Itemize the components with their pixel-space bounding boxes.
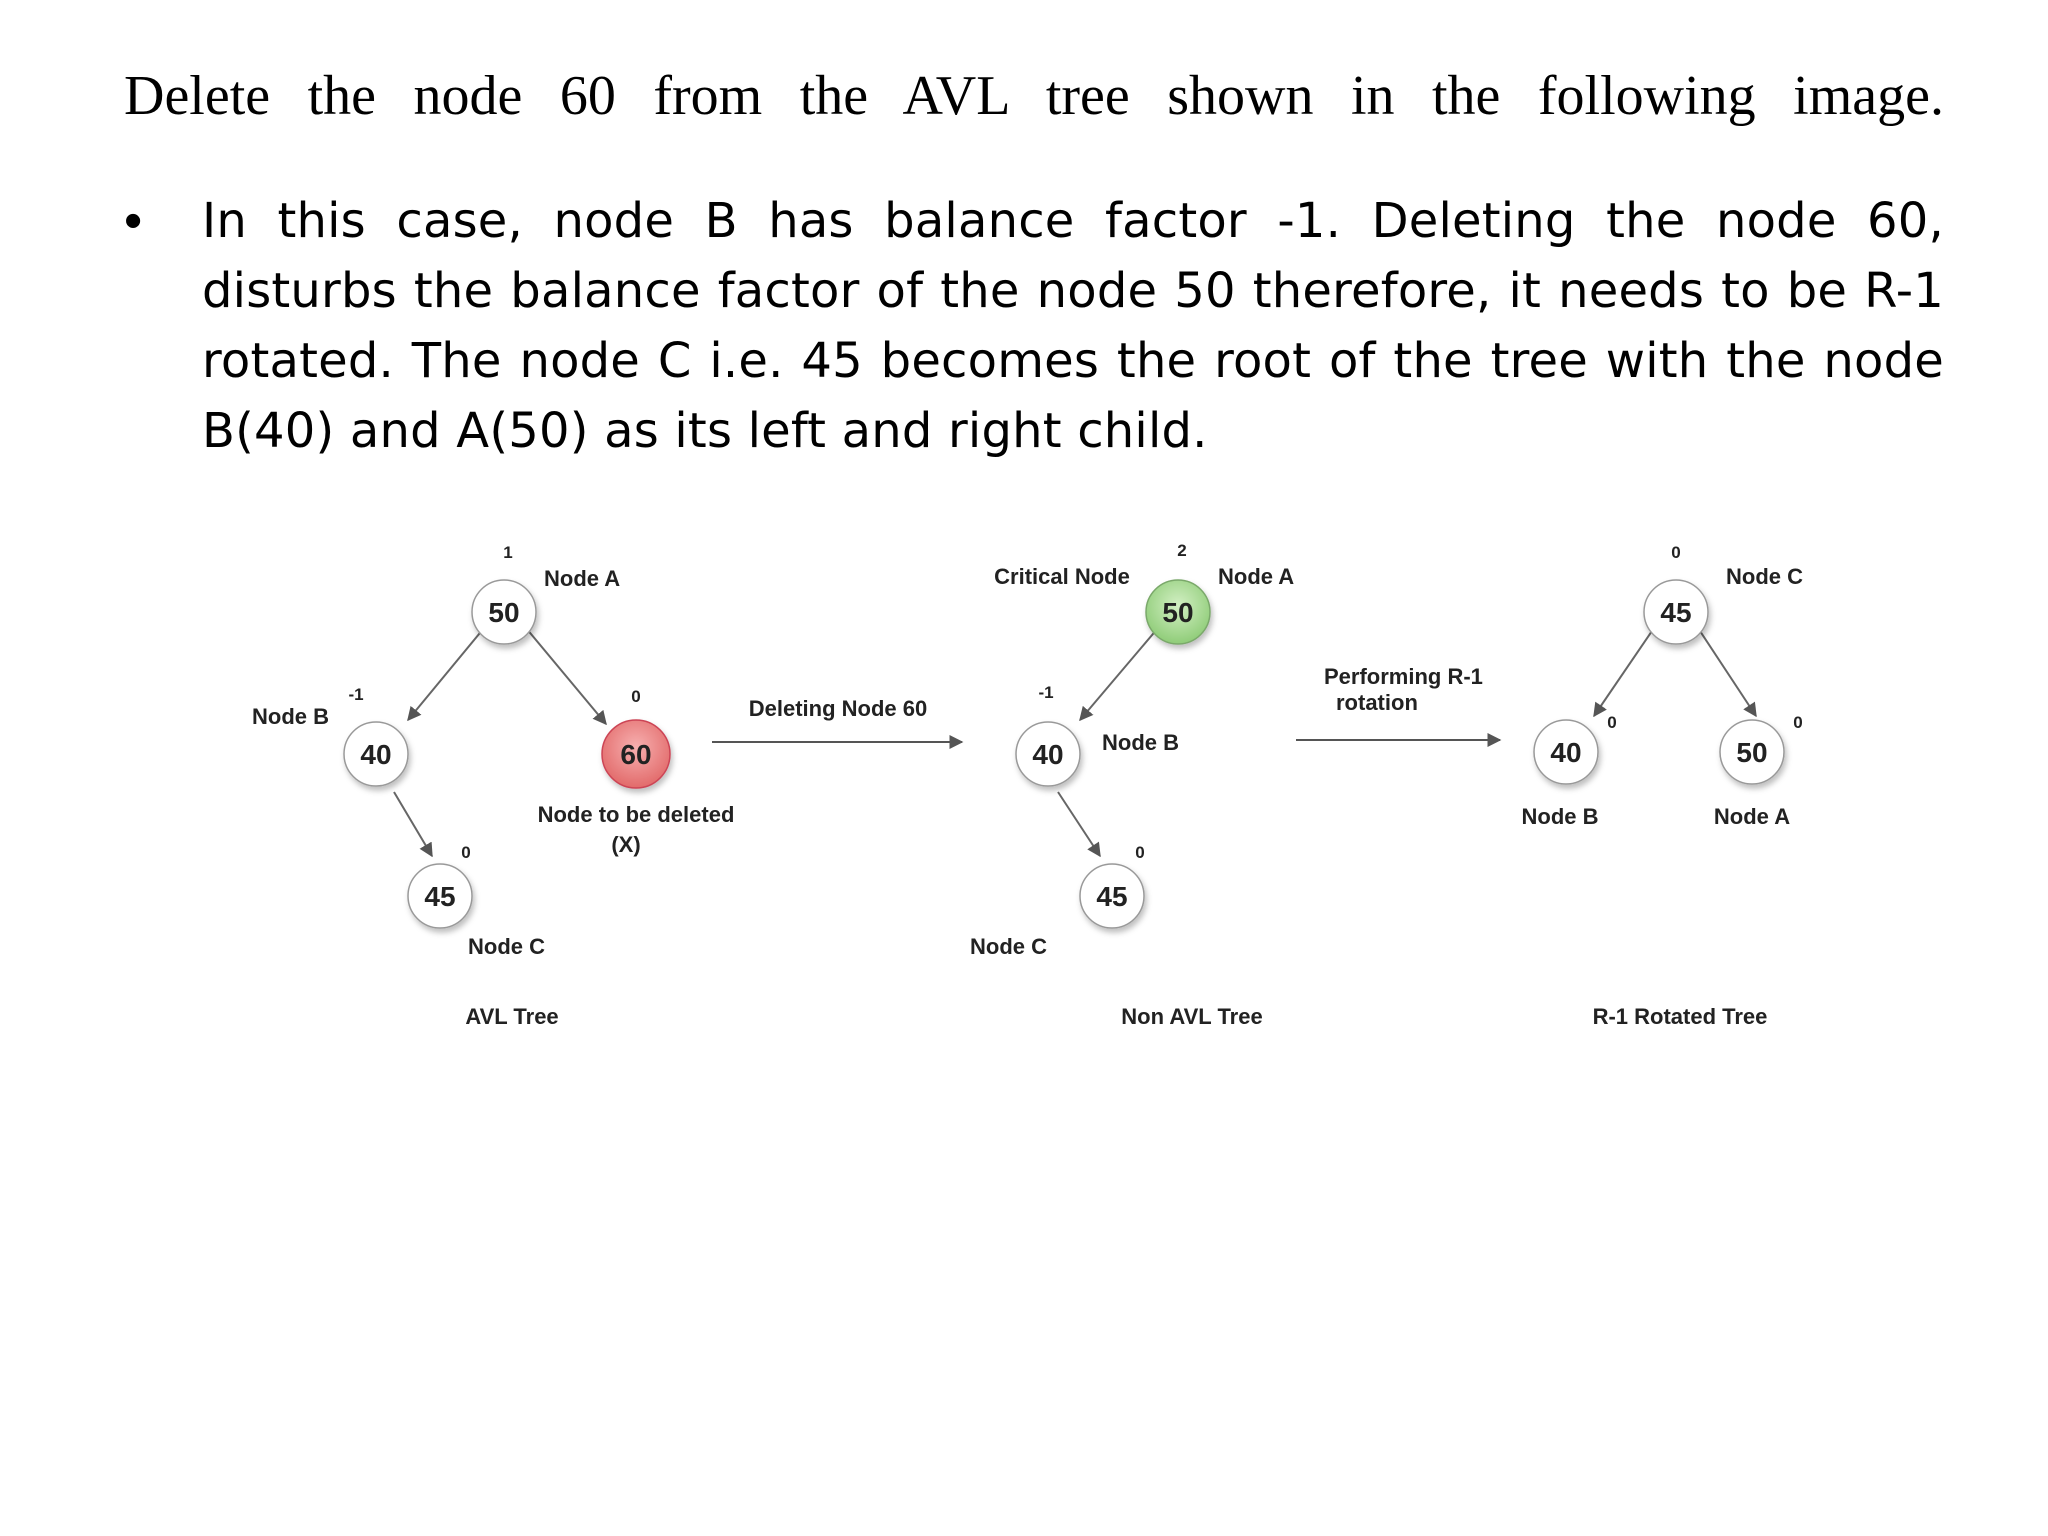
tree3-node-40-value: 40	[1550, 737, 1582, 768]
bullet-dot-icon: •	[124, 192, 143, 250]
tree3-caption: R-1 Rotated Tree	[1592, 1004, 1768, 1029]
tree1-label-node-a: Node A	[544, 566, 621, 591]
tree2-node-40-value: 40	[1032, 739, 1064, 770]
tree1-bf-40: -1	[348, 685, 364, 704]
edge2-40-45	[1058, 792, 1100, 856]
tree1-node-45-value: 45	[424, 881, 456, 912]
tree2-label-node-b: Node B	[1102, 730, 1179, 755]
arrow-deleting-label: Deleting Node 60	[748, 696, 928, 721]
edge-40-45	[394, 792, 432, 856]
tree3-label-node-c: Node C	[1726, 564, 1803, 589]
tree3-bf-45: 0	[1671, 543, 1681, 562]
arrow-rotation-label-2: rotation	[1336, 690, 1418, 715]
avl-deletion-diagram	[0, 520, 2048, 1060]
avl-tree	[252, 543, 734, 1029]
tree1-caption: AVL Tree	[465, 1004, 559, 1029]
tree2-label-node-a: Node A	[1218, 564, 1295, 589]
tree1-bf-60: 0	[631, 687, 641, 706]
non-avl-tree	[970, 541, 1294, 1029]
edge2-50-40	[1080, 628, 1158, 720]
tree1-node-40-value: 40	[360, 739, 392, 770]
edge3-45-50	[1698, 628, 1756, 716]
tree3-label-node-a: Node A	[1713, 804, 1791, 829]
rotated-tree	[1522, 543, 1804, 1029]
tree2-bf-45: 0	[1135, 843, 1145, 862]
tree3-bf-40: 0	[1607, 713, 1617, 732]
tree1-label-node-c: Node C	[468, 934, 545, 959]
tree2-label-node-c: Node C	[970, 934, 1047, 959]
tree1-node-60-value: 60	[620, 739, 652, 770]
tree1-node-50-value: 50	[488, 597, 520, 628]
tree2-node-45-value: 45	[1096, 881, 1128, 912]
tree3-node-50-value: 50	[1736, 737, 1768, 768]
tree2-bf-40: -1	[1038, 683, 1054, 702]
bullet-text: In this case, node B has balance factor -1. Deleting the node 60, disturbs the balance factor of the node 50 therefore, it needs to be R-1 rotated. The node C i.e. 45 becomes the root of the tree with the node B(40) and A(50) as its left and right child.	[202, 193, 1944, 459]
edge-50-60	[526, 628, 606, 724]
tree2-node-50-value: 50	[1162, 597, 1194, 628]
tree1-label-deleted-1: Node to be deleted	[537, 802, 735, 827]
edge3-45-40	[1594, 628, 1654, 716]
arrow-rotation	[1296, 664, 1500, 740]
tree3-node-45-value: 45	[1660, 597, 1692, 628]
tree2-caption: Non AVL Tree	[1121, 1004, 1263, 1029]
arrow-rotation-label-1: Performing R-1	[1324, 664, 1483, 689]
tree1-label-node-b: Node B	[252, 704, 329, 729]
edge-50-40	[408, 628, 484, 720]
tree1-label-deleted-2: (X)	[611, 832, 641, 857]
tree3-bf-50: 0	[1793, 713, 1803, 732]
tree1-bf-50: 1	[503, 543, 513, 562]
tree3-label-node-b: Node B	[1521, 804, 1599, 829]
slide-heading: Delete the node 60 from the AVL tree shown in the following image.	[124, 65, 1944, 127]
tree2-label-critical: Critical Node	[994, 564, 1130, 589]
tree1-bf-45: 0	[461, 843, 471, 862]
tree2-bf-50: 2	[1177, 541, 1187, 560]
arrow-deleting	[712, 696, 962, 742]
